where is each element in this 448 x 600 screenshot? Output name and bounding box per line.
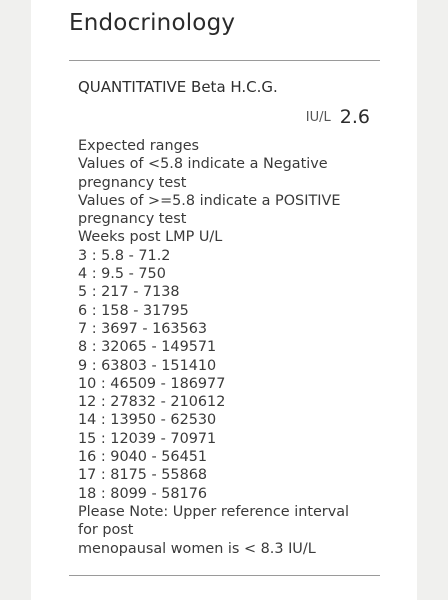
week-range-row: 4 : 9.5 - 750	[78, 266, 166, 283]
result-value: 2.6	[339, 106, 370, 128]
week-range-row: 14 : 13950 - 62530	[78, 412, 217, 429]
week-range-row: 10 : 46509 - 186977	[78, 375, 226, 392]
result-unit: IU/L	[305, 110, 331, 125]
week-range-row: 17 : 8175 - 55868	[78, 467, 208, 484]
section-title: Endocrinology	[69, 10, 236, 36]
week-range-row: 8 : 32065 - 149571	[78, 339, 217, 356]
reference-note-line2: menopausal women is < 8.3 IU/L	[78, 540, 316, 557]
week-range-row: 15 : 12039 - 70971	[78, 430, 217, 447]
test-name: QUANTITATIVE Beta H.C.G.	[78, 78, 278, 96]
report-page	[31, 0, 417, 600]
section-divider-bottom	[69, 575, 380, 576]
week-range-row: 7 : 3697 - 163563	[78, 320, 208, 337]
negative-note: Values of <5.8 indicate a Negative pregnancy test	[78, 156, 328, 191]
ranges-heading: Expected ranges	[78, 138, 200, 154]
positive-note: Values of >=5.8 indicate a POSITIVE pregnancy test	[78, 192, 341, 228]
week-range-row: 9 : 63803 - 151410	[78, 357, 217, 374]
week-range-row: 18 : 8099 - 58176	[78, 485, 208, 502]
weeks-header: Weeks post LMP U/L	[78, 229, 223, 246]
reference-note-line1: Please Note: Upper reference interval for post	[78, 503, 350, 539]
week-range-row: 6 : 158 - 31795	[78, 302, 189, 319]
week-range-row: 3 : 5.8 - 71.2	[78, 247, 171, 264]
section-divider-top	[69, 60, 380, 61]
reference-ranges	[78, 137, 370, 558]
week-range-row: 12 : 27832 - 210612	[78, 394, 226, 411]
week-range-row: 16 : 9040 - 56451	[78, 449, 208, 466]
result-row	[78, 106, 370, 128]
week-range-row: 5 : 217 - 7138	[78, 284, 180, 301]
